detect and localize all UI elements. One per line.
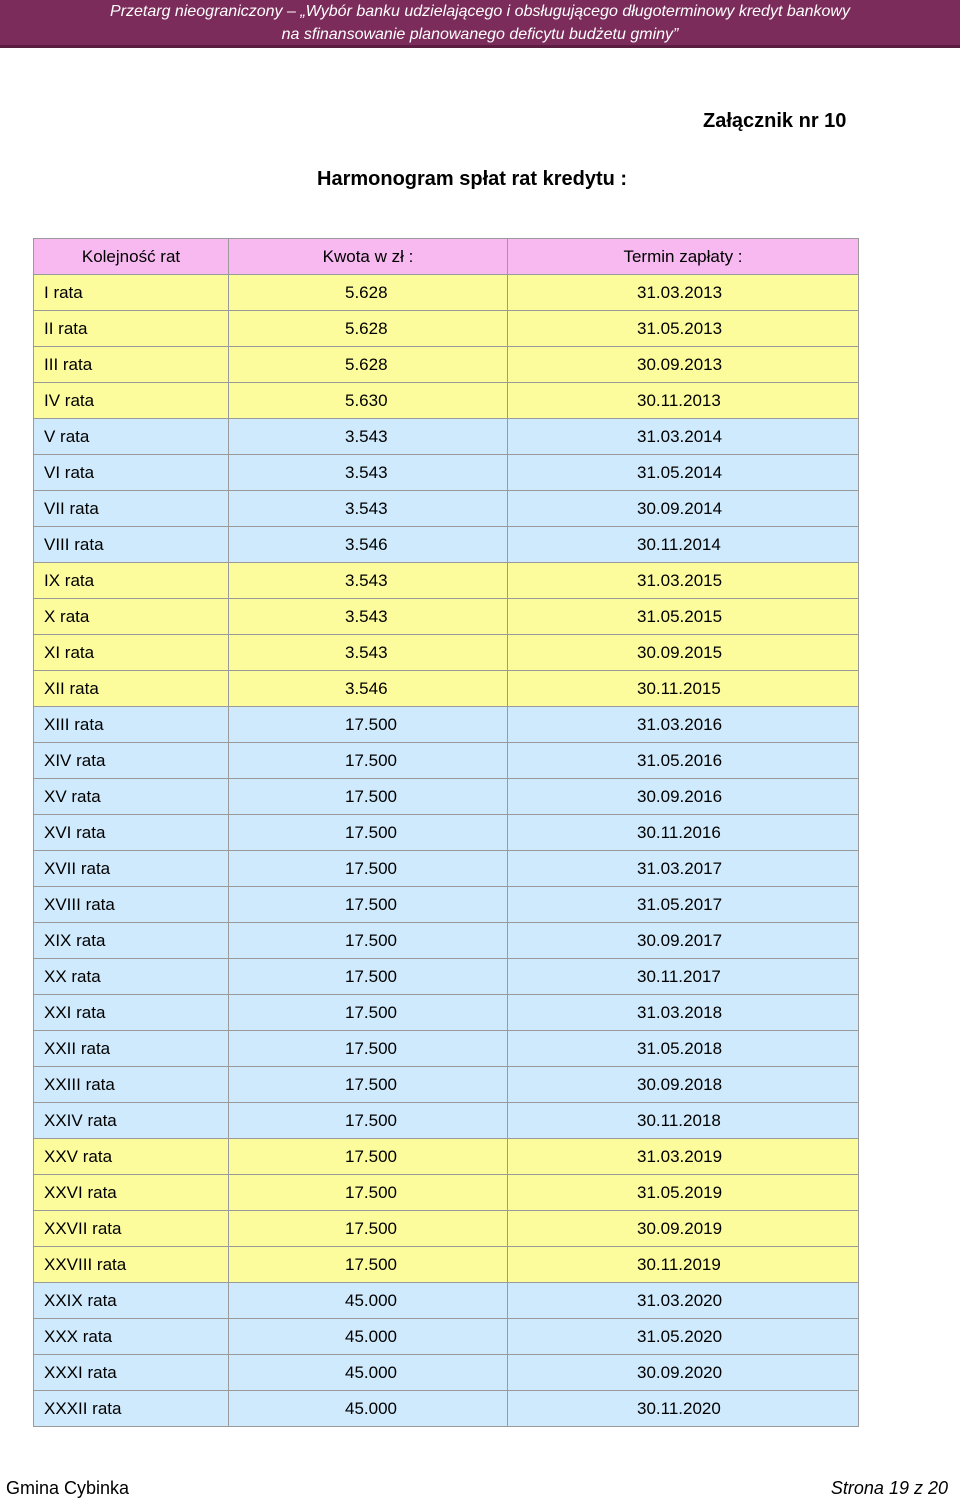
installment-cell: XXVIII rata xyxy=(34,1247,229,1283)
installment-cell: XXVII rata xyxy=(34,1211,229,1247)
table-row xyxy=(34,347,859,383)
amount-cell: 45.000 xyxy=(229,1283,508,1319)
table-row xyxy=(34,995,859,1031)
table-row xyxy=(34,455,859,491)
installment-cell: XIV rata xyxy=(34,743,229,779)
attachment-label: Załącznik nr 10 xyxy=(703,110,847,132)
table-row xyxy=(34,1139,859,1175)
due-date-cell: 30.09.2019 xyxy=(508,1211,859,1247)
due-date-cell: 30.11.2020 xyxy=(508,1391,859,1427)
amount-cell: 17.500 xyxy=(229,887,508,923)
amount-cell: 5.628 xyxy=(229,311,508,347)
due-date-cell: 31.05.2018 xyxy=(508,1031,859,1067)
table-row xyxy=(34,1355,859,1391)
header-line-1: Przetarg nieograniczony – „Wybór banku udzielającego i obsługującego długoterminowy kredyt bankowy xyxy=(110,3,850,20)
table-row xyxy=(34,1175,859,1211)
amount-cell: 17.500 xyxy=(229,923,508,959)
column-header-installment: Kolejność rat xyxy=(34,239,229,275)
table-row xyxy=(34,635,859,671)
amount-cell: 3.543 xyxy=(229,563,508,599)
table-row xyxy=(34,311,859,347)
due-date-cell: 31.05.2020 xyxy=(508,1319,859,1355)
installment-cell: XXXII rata xyxy=(34,1391,229,1427)
header-line-2: na sfinansowanie planowanego deficytu budżetu gminy” xyxy=(281,26,679,43)
installment-cell: VII rata xyxy=(34,491,229,527)
installment-cell: XXIII rata xyxy=(34,1067,229,1103)
installment-cell: XVIII rata xyxy=(34,887,229,923)
footer-page-number: Strona 19 z 20 xyxy=(830,1478,948,1498)
installment-cell: XI rata xyxy=(34,635,229,671)
table-row xyxy=(34,923,859,959)
installment-cell: I rata xyxy=(34,275,229,311)
due-date-cell: 31.05.2014 xyxy=(508,455,859,491)
table-row xyxy=(34,851,859,887)
installment-cell: IV rata xyxy=(34,383,229,419)
installment-cell: XXI rata xyxy=(34,995,229,1031)
table-row xyxy=(34,959,859,995)
table-row xyxy=(34,275,859,311)
due-date-cell: 31.05.2017 xyxy=(508,887,859,923)
due-date-cell: 31.03.2019 xyxy=(508,1139,859,1175)
table-row xyxy=(34,815,859,851)
due-date-cell: 30.11.2014 xyxy=(508,527,859,563)
table-row xyxy=(34,671,859,707)
page-title: Harmonogram spłat rat kredytu : xyxy=(317,168,628,190)
due-date-cell: 31.05.2019 xyxy=(508,1175,859,1211)
amount-cell: 17.500 xyxy=(229,1103,508,1139)
installment-cell: XXXI rata xyxy=(34,1355,229,1391)
amount-cell: 17.500 xyxy=(229,1031,508,1067)
amount-cell: 17.500 xyxy=(229,707,508,743)
amount-cell: 17.500 xyxy=(229,1067,508,1103)
table-row xyxy=(34,1067,859,1103)
due-date-cell: 30.09.2015 xyxy=(508,635,859,671)
table-body xyxy=(34,275,859,1427)
amount-cell: 17.500 xyxy=(229,1211,508,1247)
installment-cell: V rata xyxy=(34,419,229,455)
amount-cell: 3.546 xyxy=(229,527,508,563)
header-rule xyxy=(0,45,960,48)
due-date-cell: 30.11.2013 xyxy=(508,383,859,419)
installment-cell: XXIV rata xyxy=(34,1103,229,1139)
amount-cell: 17.500 xyxy=(229,743,508,779)
due-date-cell: 31.03.2020 xyxy=(508,1283,859,1319)
due-date-cell: 30.11.2015 xyxy=(508,671,859,707)
table-row xyxy=(34,1031,859,1067)
column-header-amount: Kwota w zł : xyxy=(229,239,508,275)
due-date-cell: 30.11.2018 xyxy=(508,1103,859,1139)
table-row xyxy=(34,1283,859,1319)
table-row xyxy=(34,707,859,743)
installment-cell: XX rata xyxy=(34,959,229,995)
installment-cell: XVII rata xyxy=(34,851,229,887)
installment-cell: XV rata xyxy=(34,779,229,815)
table-row xyxy=(34,1319,859,1355)
due-date-cell: 30.09.2017 xyxy=(508,923,859,959)
column-header-due-date: Termin zapłaty : xyxy=(508,239,859,275)
table-row xyxy=(34,491,859,527)
due-date-cell: 31.05.2013 xyxy=(508,311,859,347)
due-date-cell: 31.05.2016 xyxy=(508,743,859,779)
amount-cell: 17.500 xyxy=(229,779,508,815)
due-date-cell: 30.09.2020 xyxy=(508,1355,859,1391)
due-date-cell: 31.03.2018 xyxy=(508,995,859,1031)
installment-cell: XXV rata xyxy=(34,1139,229,1175)
amount-cell: 45.000 xyxy=(229,1319,508,1355)
due-date-cell: 31.05.2015 xyxy=(508,599,859,635)
amount-cell: 5.628 xyxy=(229,275,508,311)
due-date-cell: 31.03.2015 xyxy=(508,563,859,599)
installment-cell: IX rata xyxy=(34,563,229,599)
installment-cell: XII rata xyxy=(34,671,229,707)
table-row xyxy=(34,743,859,779)
amount-cell: 3.543 xyxy=(229,599,508,635)
due-date-cell: 30.11.2017 xyxy=(508,959,859,995)
table-header-row xyxy=(34,239,859,275)
table-row xyxy=(34,1103,859,1139)
amount-cell: 17.500 xyxy=(229,959,508,995)
due-date-cell: 30.11.2019 xyxy=(508,1247,859,1283)
table-row xyxy=(34,1391,859,1427)
due-date-cell: 30.09.2016 xyxy=(508,779,859,815)
table-row xyxy=(34,563,859,599)
table-row xyxy=(34,527,859,563)
due-date-cell: 30.09.2013 xyxy=(508,347,859,383)
installment-cell: XIX rata xyxy=(34,923,229,959)
installment-cell: XXVI rata xyxy=(34,1175,229,1211)
installment-cell: III rata xyxy=(34,347,229,383)
table-row xyxy=(34,1211,859,1247)
amount-cell: 17.500 xyxy=(229,1247,508,1283)
due-date-cell: 30.09.2014 xyxy=(508,491,859,527)
document-header xyxy=(0,0,960,48)
amount-cell: 3.543 xyxy=(229,491,508,527)
footer-municipality: Gmina Cybinka xyxy=(6,1478,130,1498)
table-row xyxy=(34,383,859,419)
installment-cell: VI rata xyxy=(34,455,229,491)
installment-cell: XXX rata xyxy=(34,1319,229,1355)
amount-cell: 5.628 xyxy=(229,347,508,383)
amount-cell: 5.630 xyxy=(229,383,508,419)
amount-cell: 3.543 xyxy=(229,455,508,491)
amount-cell: 45.000 xyxy=(229,1391,508,1427)
due-date-cell: 31.03.2014 xyxy=(508,419,859,455)
amount-cell: 45.000 xyxy=(229,1355,508,1391)
amount-cell: 17.500 xyxy=(229,851,508,887)
installment-cell: II rata xyxy=(34,311,229,347)
table-row xyxy=(34,887,859,923)
installment-cell: VIII rata xyxy=(34,527,229,563)
amount-cell: 17.500 xyxy=(229,995,508,1031)
table-row xyxy=(34,419,859,455)
amount-cell: 3.543 xyxy=(229,419,508,455)
table-row xyxy=(34,599,859,635)
installment-cell: XIII rata xyxy=(34,707,229,743)
table-row xyxy=(34,1247,859,1283)
amount-cell: 17.500 xyxy=(229,1175,508,1211)
table-row xyxy=(34,779,859,815)
installment-cell: XXIX rata xyxy=(34,1283,229,1319)
installment-cell: XXII rata xyxy=(34,1031,229,1067)
installment-cell: XVI rata xyxy=(34,815,229,851)
installment-cell: X rata xyxy=(34,599,229,635)
amount-cell: 3.543 xyxy=(229,635,508,671)
amount-cell: 17.500 xyxy=(229,815,508,851)
due-date-cell: 30.11.2016 xyxy=(508,815,859,851)
amount-cell: 17.500 xyxy=(229,1139,508,1175)
repayment-schedule-table xyxy=(33,238,859,1427)
due-date-cell: 31.03.2016 xyxy=(508,707,859,743)
due-date-cell: 31.03.2017 xyxy=(508,851,859,887)
due-date-cell: 30.09.2018 xyxy=(508,1067,859,1103)
due-date-cell: 31.03.2013 xyxy=(508,275,859,311)
amount-cell: 3.546 xyxy=(229,671,508,707)
